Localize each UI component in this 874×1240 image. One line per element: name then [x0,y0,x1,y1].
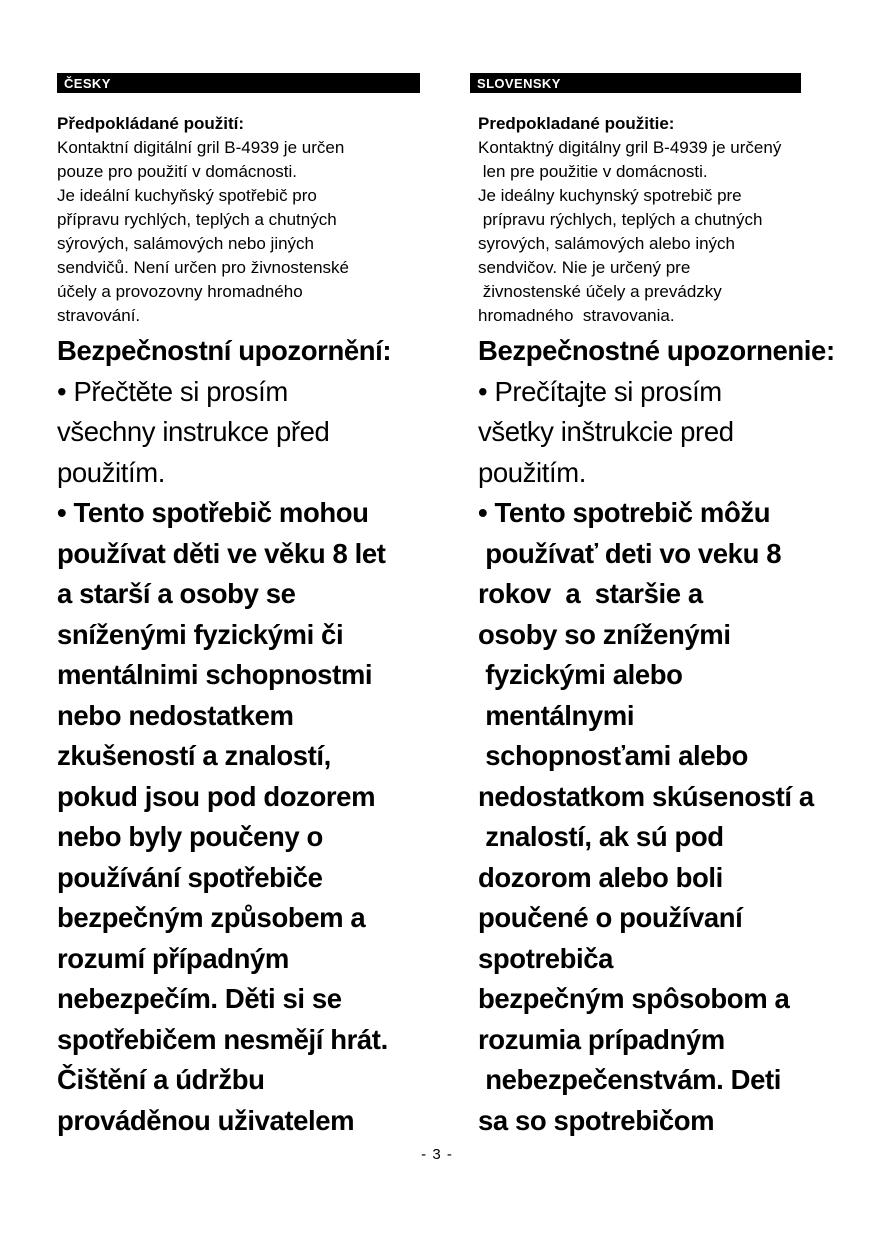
slovak-intro-text [478,136,818,328]
czech-safety-children-warning [57,493,432,1141]
czech-intro-text [57,136,432,328]
text-line: přípravu rychlých, teplých a chutných [57,210,337,229]
language-header-czech-label: ČESKY [64,75,111,91]
czech-column [57,73,432,1141]
language-header-slovak-label: SLOVENSKY [477,75,561,91]
text-line: prípravu rýchlych, teplých a chutných [478,210,763,229]
text-line: bezpečným způsobem a [57,902,366,933]
text-line: sendvičů. Není určen pro živnostenské [57,258,349,277]
text-line: hromadného stravovania. [478,306,675,325]
text-line: mentálnimi schopnostmi [57,659,373,690]
language-header-slovak [470,73,801,93]
text-line: pouze pro použití v domácnosti. [57,162,298,181]
text-line: nebo byly poučeny o [57,821,323,852]
text-line: spotřebičem nesmějí hrát. [57,1023,388,1055]
text-line: fyzickými alebo [478,659,683,690]
text-line: sa so spotrebičom [478,1104,715,1136]
text-line: sendvičov. Nie je určený pre [478,258,691,277]
czech-intro-section [57,112,432,328]
text-line: nebezpečím. Děti si se [57,983,342,1014]
text-line: použitím. [57,456,165,488]
text-line: použitím. [478,456,586,488]
slovak-safety-section [470,331,835,1141]
slovak-intro-heading: Predpokladané použitie: [478,114,675,133]
text-line: • Přečtěte si prosím [57,375,288,407]
slovak-column [470,73,835,1141]
text-line: zkušeností a znalostí, [57,740,331,771]
text-line: živnostenské účely a prevádzky [478,282,722,301]
page-number: - 3 - [421,1146,453,1163]
text-line: • Prečítajte si prosím [478,375,722,407]
text-line: • Tento spotřebič mohou [57,497,369,528]
text-line: prováděnou uživatelem [57,1104,355,1136]
czech-safety-section [57,331,432,1141]
text-line: nebezpečenstvám. Deti [478,1064,781,1095]
text-line: len pre použitie v domácnosti. [478,162,708,181]
text-line: používání spotřebiče [57,861,323,893]
text-line: schopnosťami alebo [478,740,748,771]
text-line: znalostí, ak sú pod [478,821,724,852]
text-line: poučené o používaní [478,902,743,933]
text-line: • Tento spotrebič môžu [478,497,771,528]
czech-safety-heading: Bezpečnostní upozornění: [57,335,392,366]
text-line: nedostatkom skúseností a [478,780,814,812]
text-line: nebo nedostatkem [57,699,294,731]
text-line: účely a provozovny hromadného [57,282,303,301]
text-line: sníženými fyzickými či [57,618,344,650]
slovak-intro-section [470,112,818,328]
text-line: osoby so zníženými [478,618,731,650]
slovak-safety-children-warning [470,493,818,1141]
text-line: sýrových, salámových nebo jiných [57,234,315,253]
text-line: Kontaktní digitální gril B-4939 je určen [57,138,345,157]
text-line: Kontaktný digitálny gril B-4939 je určený [478,138,782,157]
text-line: Čištění a údržbu [57,1064,265,1095]
text-line: používať deti vo veku 8 [478,537,782,569]
language-header-czech [57,73,420,93]
text-line: mentálnymi [478,699,635,731]
text-line: všechny instrukce před [57,416,330,447]
text-line: a starší a osoby se [57,578,296,609]
text-line: rokov a staršie a [478,578,703,609]
text-line: rozumia prípadným [478,1023,725,1055]
czech-intro-heading: Předpokládané použití: [57,114,245,133]
text-line: používat děti ve věku 8 let [57,537,386,569]
text-line: všetky inštrukcie pred [478,416,734,447]
text-line: rozumí případným [57,942,289,974]
czech-safety-read-instructions [57,372,432,494]
text-line: bezpečným spôsobom a [478,983,790,1014]
text-line: Je ideálny kuchynský spotrebič pre [478,186,742,205]
text-line: syrových, salámových alebo iných [478,234,736,253]
slovak-safety-heading: Bezpečnostné upozornenie: [478,335,835,366]
text-line: Je ideální kuchyňský spotřebič pro [57,186,317,205]
text-line: stravování. [57,306,141,325]
text-line: spotrebiča [478,942,614,974]
text-line: dozorom alebo boli [478,861,723,893]
text-line: pokud jsou pod dozorem [57,780,376,812]
slovak-safety-read-instructions [470,372,818,494]
